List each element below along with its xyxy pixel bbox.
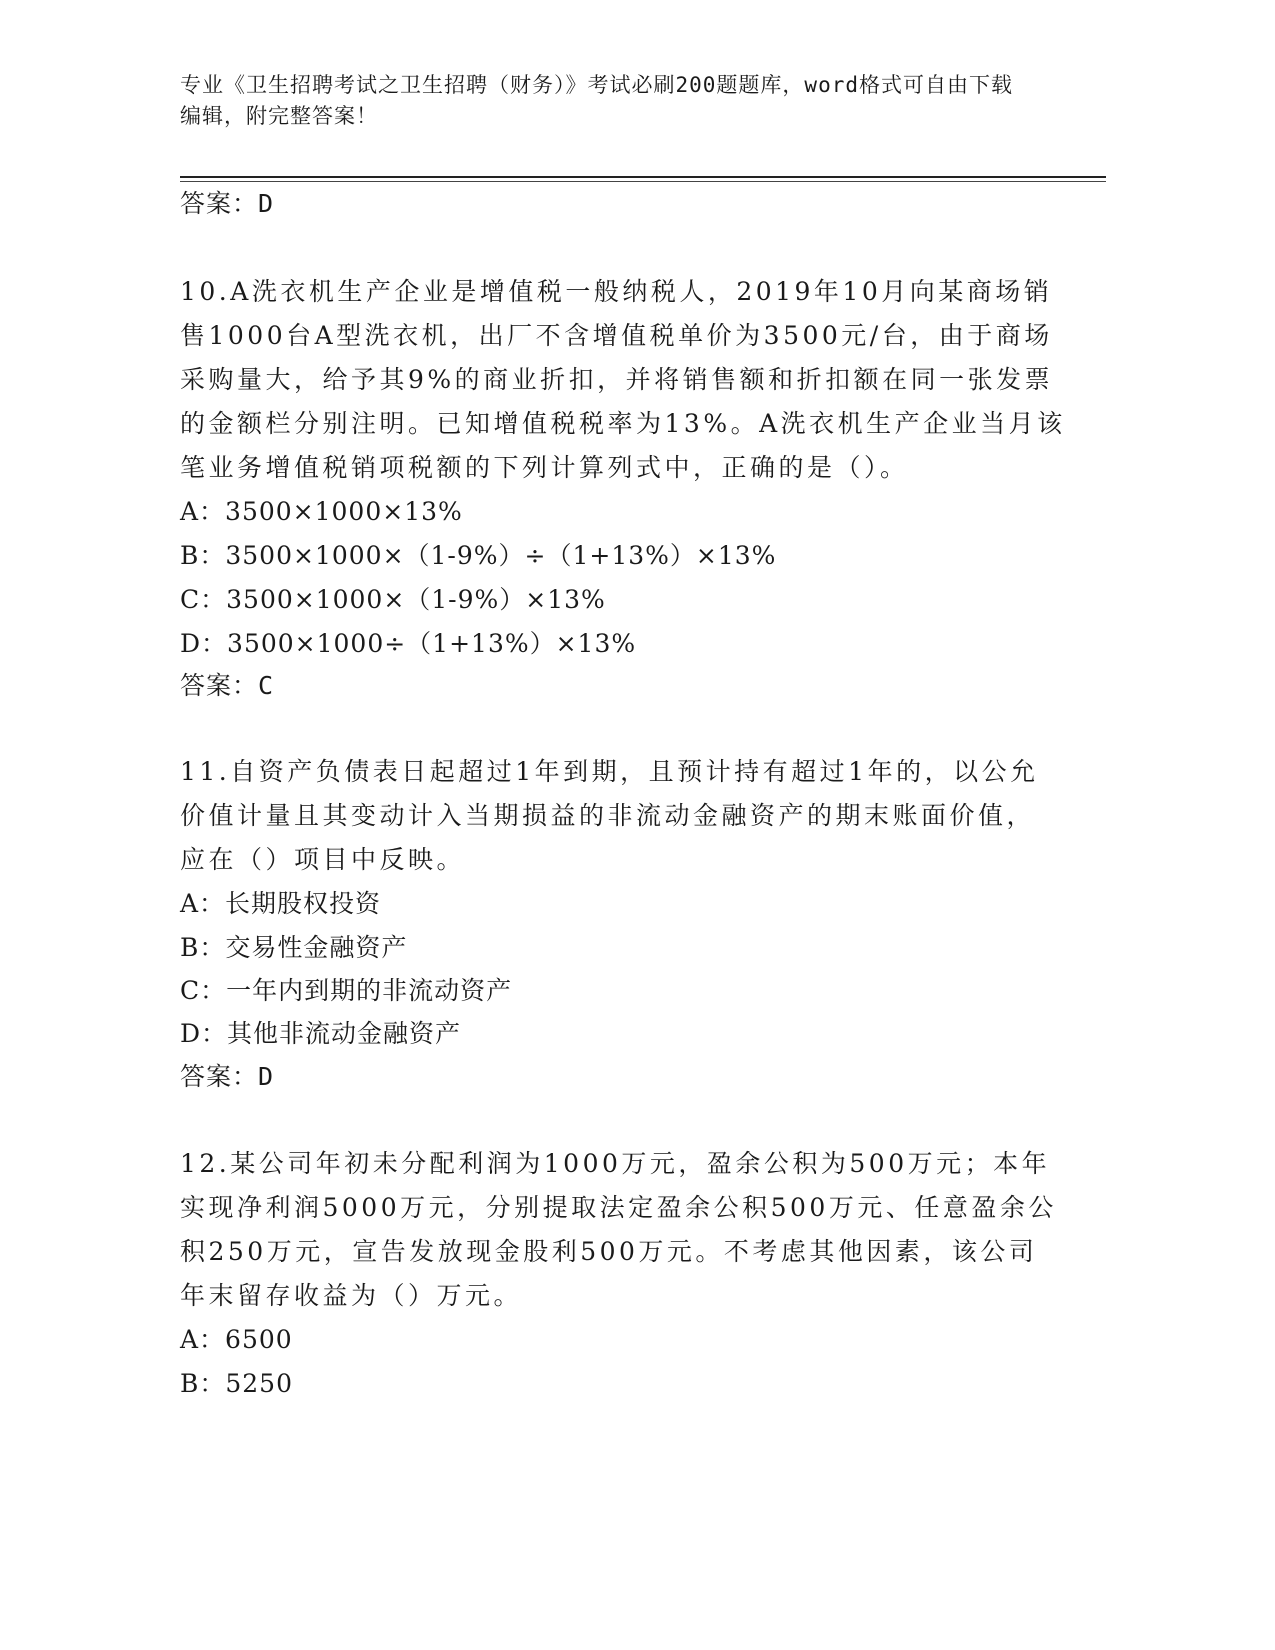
question-10-line-2: 售1000台A型洗衣机，出厂不含增值税单价为3500元/台，由于商场 bbox=[180, 321, 1053, 350]
question-11-option-a: A：长期股权投资 bbox=[180, 889, 382, 918]
question-11-option-b: B：交易性金融资产 bbox=[180, 933, 408, 962]
question-10-answer: 答案：C bbox=[180, 671, 275, 700]
question-11-answer: 答案：D bbox=[180, 1062, 275, 1091]
question-10-option-b: B：3500×1000×（1-9%）÷（1+13%）×13% bbox=[180, 541, 777, 570]
question-10-line-5: 笔业务增值税销项税额的下列计算列式中，正确的是（）。 bbox=[180, 453, 909, 482]
page-header: 专业《卫生招聘考试之卫生招聘（财务）》考试必刷200题题库，word格式可自由下载编辑，附完整答案！ bbox=[180, 73, 1013, 128]
question-10-option-a: A：3500×1000×13% bbox=[180, 497, 463, 526]
question-11-option-c: C：一年内到期的非流动资产 bbox=[180, 976, 513, 1005]
question-12-line-2: 实现净利润5000万元，分别提取法定盈余公积500万元、任意盈余公 bbox=[180, 1193, 1057, 1222]
question-11-option-d: D：其他非流动金融资产 bbox=[180, 1019, 462, 1048]
question-10-line-4: 的金额栏分别注明。已知增值税税率为13%。A洗衣机生产企业当月该 bbox=[180, 409, 1066, 438]
question-10-line-1: 10.A洗衣机生产企业是增值税一般纳税人，2019年10月向某商场销 bbox=[180, 277, 1053, 306]
question-12-line-3: 积250万元，宣告发放现金股利500万元。不考虑其他因素，该公司 bbox=[180, 1237, 1038, 1266]
header-rule-thick bbox=[180, 176, 1106, 178]
question-12-option-a: A：6500 bbox=[180, 1325, 293, 1354]
answer-previous: 答案：D bbox=[180, 189, 275, 218]
question-11-line-3: 应在（）项目中反映。 bbox=[180, 845, 466, 874]
question-12-line-4: 年末留存收益为（）万元。 bbox=[180, 1281, 523, 1310]
question-10-line-3: 采购量大，给予其9%的商业折扣，并将销售额和折扣额在同一张发票 bbox=[180, 365, 1054, 394]
header-rule-thin bbox=[180, 181, 1106, 182]
question-11-line-1: 11.自资产负债表日起超过1年到期，且预计持有超过1年的，以公允 bbox=[180, 757, 1039, 786]
question-10-option-d: D：3500×1000÷（1+13%）×13% bbox=[180, 629, 637, 658]
question-12-line-1: 12.某公司年初未分配利润为1000万元，盈余公积为500万元；本年 bbox=[180, 1149, 1051, 1178]
question-11-line-2: 价值计量且其变动计入当期损益的非流动金融资产的期末账面价值， bbox=[180, 801, 1036, 830]
question-10-option-c: C：3500×1000×（1-9%）×13% bbox=[180, 585, 606, 614]
question-12-option-b: B：5250 bbox=[180, 1369, 293, 1398]
